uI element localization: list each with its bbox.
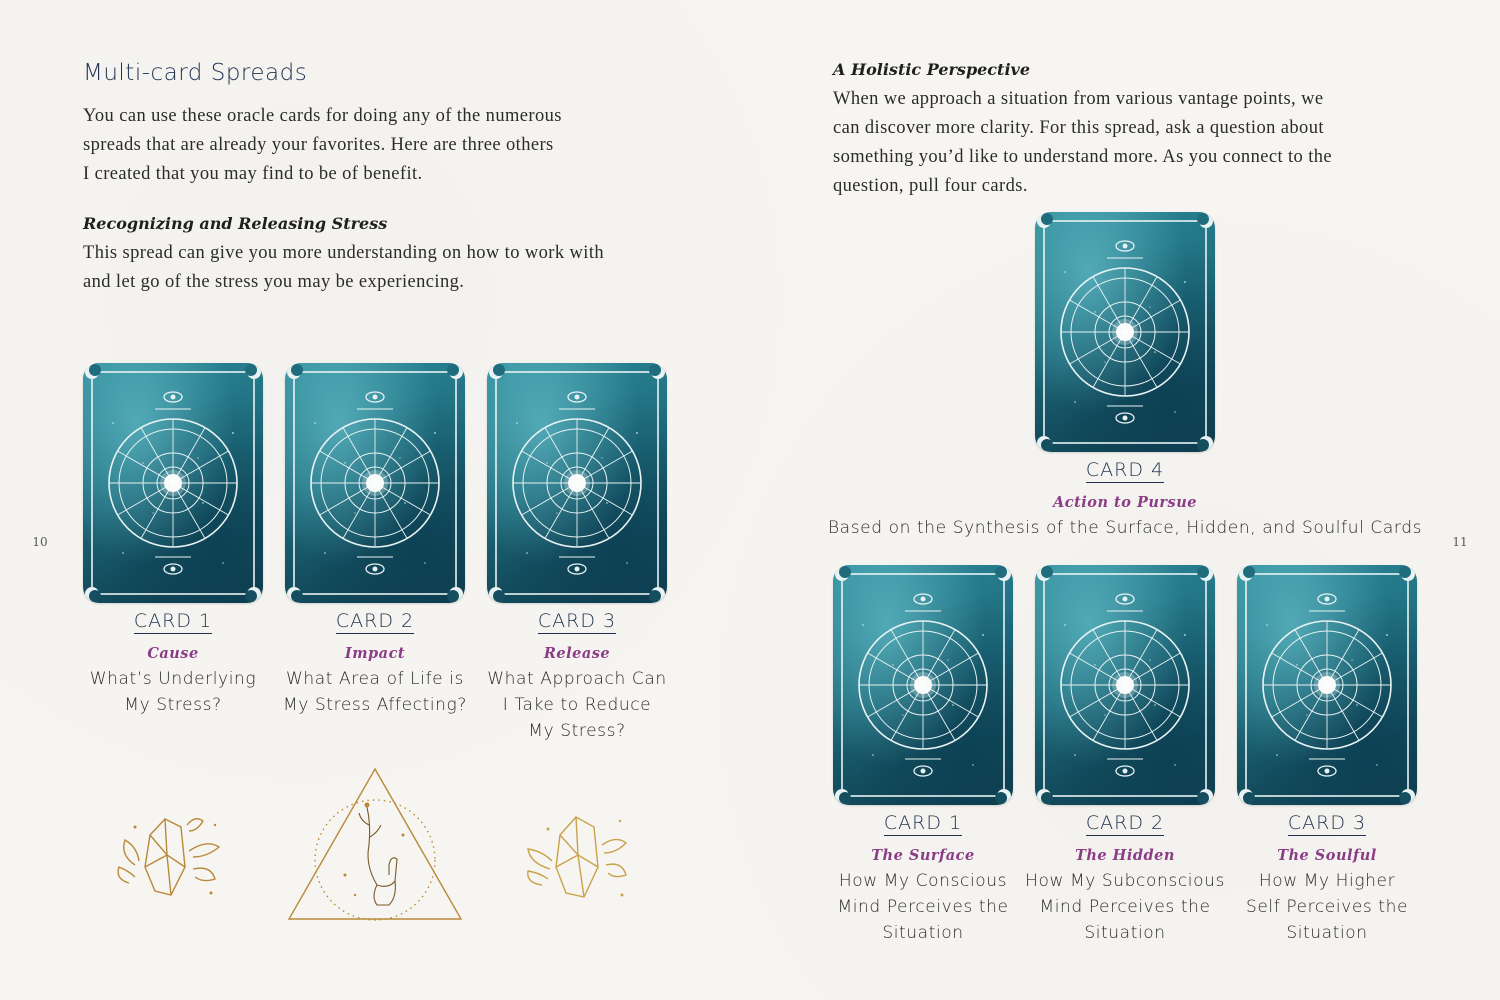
card-question: What Area of Life is My Stress Affecting? — [283, 669, 467, 715]
card-role: Action to Pursue — [1053, 494, 1197, 511]
card-label: CARD 4 — [1085, 459, 1165, 481]
card-question: How My Subconscious Mind Perceives the Situation — [1025, 871, 1225, 943]
card-role: The Soulful — [1277, 847, 1377, 864]
card-label: CARD 3 — [537, 610, 617, 632]
section-text-holistic — [833, 85, 1453, 201]
card-image — [487, 363, 667, 603]
card-role: Release — [543, 645, 611, 662]
card-image — [285, 363, 465, 603]
card-question: What’s Underlying My Stress? — [89, 669, 257, 715]
card-label: CARD 2 — [1085, 812, 1165, 834]
card-role: The Hidden — [1075, 847, 1175, 864]
hand-triangle-icon — [285, 765, 465, 925]
section-title-stress: Recognizing and Releasing Stress — [83, 214, 388, 233]
card-image — [1035, 565, 1215, 805]
card-question: How My Conscious Mind Perceives the Situation — [837, 871, 1009, 943]
page-title: Multi-card Spreads — [83, 60, 308, 86]
card-label: CARD 3 — [1287, 812, 1367, 834]
section-text-stress — [83, 239, 683, 297]
card-label: CARD 1 — [883, 812, 963, 834]
card-question: How My Higher Self Perceives the Situation — [1245, 871, 1409, 943]
card-role: Impact — [344, 645, 406, 662]
card-role: The Surface — [871, 847, 975, 864]
page-number-right: 11 — [1438, 520, 1482, 564]
page-number-left: 10 — [18, 520, 62, 564]
card-question: Based on the Synthesis of the Surface, Hidden, and Soulful Cards — [827, 518, 1423, 538]
section-line: question, pull four cards. — [833, 176, 1028, 196]
card-image — [1035, 212, 1215, 452]
card-label: CARD 1 — [133, 610, 213, 632]
section-title-holistic: A Holistic Perspective — [833, 60, 1030, 79]
card-image — [83, 363, 263, 603]
section-line: something you’d like to understand more. As you connect to the — [833, 147, 1333, 167]
crystal-icon — [522, 805, 632, 905]
intro-paragraph — [83, 102, 683, 189]
card-role: Cause — [147, 645, 199, 662]
card-question: What Approach Can I Take to Reduce My Stress? — [487, 669, 667, 741]
intro-line: spreads that are already your favorites. Here are three others — [83, 135, 554, 155]
intro-line: I created that you may find to be of benefit. — [83, 164, 423, 184]
intro-line: You can use these oracle cards for doing any of the numerous — [83, 106, 562, 126]
section-line: This spread can give you more understanding on how to work with — [83, 243, 605, 263]
card-image — [833, 565, 1013, 805]
card-label: CARD 2 — [335, 610, 415, 632]
crystal-icon — [115, 805, 225, 905]
section-line: and let go of the stress you may be experiencing. — [83, 272, 465, 292]
section-line: can discover more clarity. For this spread, ask a question about — [833, 118, 1324, 138]
card-image — [1237, 565, 1417, 805]
section-line: When we approach a situation from various vantage points, we — [833, 89, 1324, 109]
